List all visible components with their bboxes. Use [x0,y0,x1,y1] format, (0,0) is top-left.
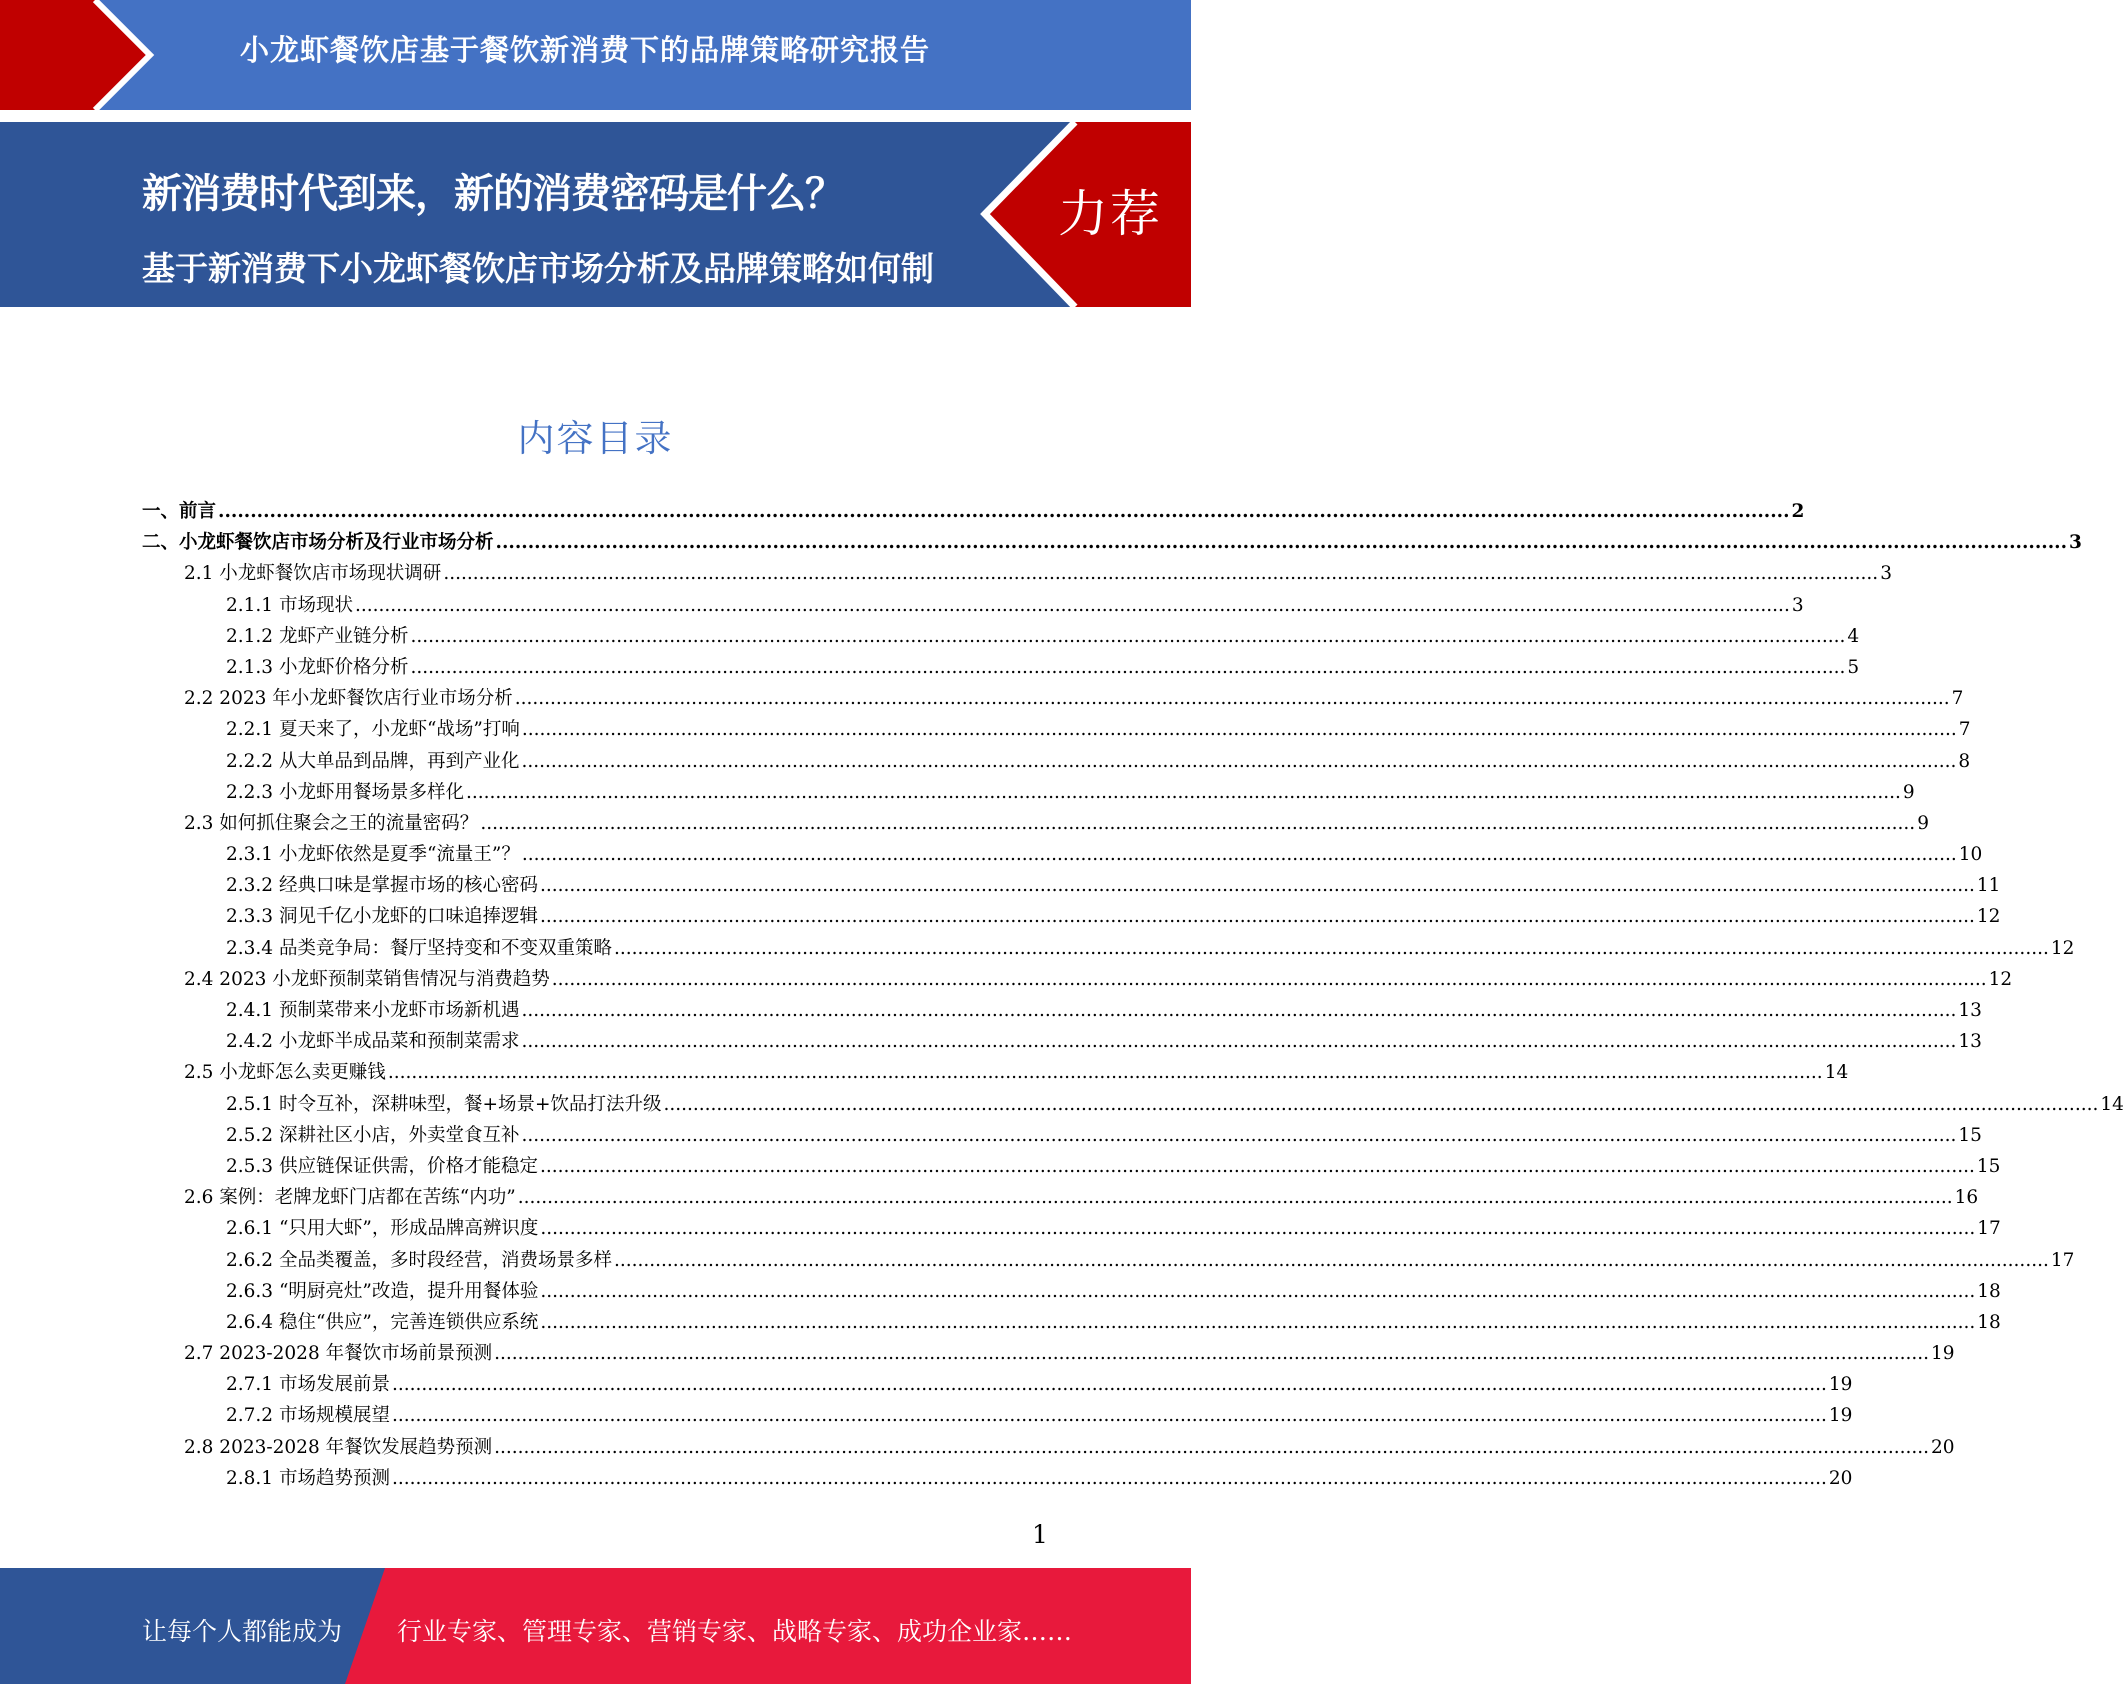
toc-dot-leader [552,969,1987,990]
report-title-bar [0,0,1191,110]
toc-entry[interactable] [142,747,1971,778]
toc-dot-leader [540,1312,1975,1333]
toc-entry[interactable] [142,1090,2124,1121]
toc-dot-leader [614,1250,2049,1271]
toc-entry-label: 2.3.2 经典口味是掌握市场的核心密码 [226,875,538,897]
toc-dot-leader [494,1437,1929,1458]
toc-entry-page: 18 [1977,1280,2001,1302]
toc-dot-leader [540,906,1975,927]
toc-entry-label: 2.6.2 全品类覆盖，多时段经营，消费场景多样 [226,1249,612,1271]
toc-entry[interactable] [142,653,1860,684]
toc-dot-leader [518,1187,1953,1208]
toc-dot-leader [392,1405,1827,1426]
toc-dot-leader [522,844,1957,865]
toc-entry-label: 2.3 如何抓住聚会之王的流量密码？ [184,812,479,834]
toc-dot-leader [521,1125,1956,1146]
page-number: 1 [1032,1520,1048,1549]
toc-entry-page: 13 [1958,1000,1982,1021]
toc-entry-page: 18 [1977,1311,2001,1333]
toc-entry[interactable] [142,1277,2001,1308]
toc-entry-page: 11 [1976,875,2001,897]
toc-entry-page: 12 [2050,937,2075,959]
toc-entry-label: 2.4 2023 小龙虾预制菜销售情况与消费趋势 [184,968,550,990]
hero-subheadline: 基于新消费下小龙虾餐饮店市场分析及品牌策略如何制定？？？ [142,249,934,358]
toc-entry-page: 12 [1976,906,2001,928]
toc-entry[interactable] [142,622,1860,653]
toc-dot-leader [388,1062,1823,1083]
toc-entry[interactable] [142,1433,1955,1464]
toc-entry[interactable] [142,715,1971,746]
toc-entry[interactable] [142,1058,1849,1089]
toc-entry-page: 14 [1824,1062,1849,1084]
toc-entry[interactable] [142,965,2013,996]
toc-entry[interactable] [142,1152,2001,1183]
toc-dot-leader [614,938,2049,959]
toc-entry[interactable] [142,1246,2075,1277]
toc-dot-leader [355,595,1790,616]
toc-entry-page: 3 [1880,563,1892,585]
toc-entry-page: 19 [1930,1343,1955,1365]
toc-dot-leader [521,1031,1956,1052]
toc-entry-page: 19 [1828,1374,1853,1396]
toc-entry-label: 2.4.1 预制菜带来小龙虾市场新机遇 [226,1000,520,1021]
hero-banner [0,122,1191,358]
toc-entry-page: 3 [1791,594,1804,616]
toc-entry[interactable] [142,996,1982,1027]
toc-entry-label: 2.3.1 小龙虾依然是夏季“流量王”？ [226,844,520,866]
toc-entry-label: 二、小龙虾餐饮店市场分析及行业市场分析 [142,532,494,554]
toc-entry-label: 2.1.3 小龙虾价格分析 [226,656,409,678]
toc-entry[interactable] [142,591,1804,622]
toc-entry[interactable] [142,528,2082,559]
toc-entry[interactable] [142,1214,2001,1245]
toc-entry-page: 12 [1988,968,2013,990]
toc-entry-label: 2.6.3 “明厨亮灶”改造，提升用餐体验 [226,1280,539,1302]
toc-entry-label: 2.2.1 夏天来了，小龙虾“战场”打响 [226,719,520,741]
toc-entry[interactable] [142,497,1805,528]
toc-entry[interactable] [142,809,1929,840]
toc-entry-page: 15 [1976,1155,2001,1177]
toc-entry-page: 20 [1930,1436,1955,1458]
toc-entry[interactable] [142,559,1892,590]
toc-entry-label: 2.3.3 洞见千亿小龙虾的口味追捧逻辑 [226,906,538,928]
toc-dot-leader [480,813,1915,834]
toc-entry-label: 2.7.1 市场发展前景 [226,1374,390,1396]
toc-dot-leader [410,657,1845,678]
toc-dot-leader [522,719,1957,740]
toc-entry-page: 9 [1902,781,1915,803]
toc-entry-label: 2.1.2 龙虾产业链分析 [226,625,409,647]
toc-entry-page: 5 [1847,656,1860,678]
toc-entry-label: 2.8 2023-2028 年餐饮发展趋势预测 [184,1436,493,1458]
toc-entry-label: 2.5.3 供应链保证供需，价格才能稳定 [226,1155,538,1177]
toc-entry-label: 2.7 2023-2028 年餐饮市场前景预测 [184,1343,493,1365]
recommend-badge: 力荐 [1058,185,1162,243]
toc-entry-label: 2.5.1 时令互补，深耕味型，餐+场景+饮品打法升级 [226,1093,662,1115]
hero-headline: 新消费时代到来，新的消费密码是什么？ [142,171,844,217]
toc-entry-page: 9 [1917,812,1929,834]
toc-entry-label: 2.4.2 小龙虾半成品菜和预制菜需求 [226,1031,520,1053]
toc-entry-page: 3 [2069,532,2082,554]
toc-dot-leader [494,1343,1929,1364]
footer-slogan-left: 让每个人都能成为 [142,1617,343,1646]
toc-entry-page: 10 [1958,844,1983,866]
toc-dot-leader [663,1094,2098,1115]
toc-entry[interactable] [142,684,1964,715]
toc-dot-leader [515,688,1950,709]
toc-entry[interactable] [142,1464,1853,1495]
toc-entry[interactable] [142,1027,1982,1058]
toc-entry-label: 2.8.1 市场趋势预测 [226,1467,390,1489]
toc-entry[interactable] [142,1401,1853,1432]
toc-entry-label: 2.2.2 从大单品到品牌，再到产业化 [226,750,520,772]
toc-dot-leader [466,782,1901,803]
toc-entry-page: 17 [2050,1249,2075,1271]
toc-entry-page: 13 [1958,1031,1982,1053]
toc-entry[interactable] [142,1370,1853,1401]
toc-entry-label: 一、前言 [142,501,217,522]
footer-banner [0,1568,1191,1684]
toc-entry-page: 19 [1828,1405,1853,1427]
toc-entry[interactable] [142,1339,1955,1370]
toc-dot-leader [540,1218,1975,1239]
toc-dot-leader [392,1468,1827,1489]
toc-dot-leader [496,532,2068,553]
toc-dot-leader [218,501,1790,522]
toc-dot-leader [540,1156,1975,1177]
toc-entry-page: 4 [1847,625,1860,647]
table-of-contents [142,497,2124,1495]
toc-entry-label: 2.6.4 稳住“供应”，完善连锁供应系统 [226,1311,539,1333]
toc-dot-leader [443,563,1878,584]
toc-entry[interactable] [142,1183,1979,1214]
toc-entry-label: 2.6.1 “只用大虾”，形成品牌高辨识度 [226,1218,539,1240]
toc-entry-label: 2.7.2 市场规模展望 [226,1405,390,1427]
toc-entry-page: 8 [1958,750,1971,772]
toc-entry-label: 2.1 小龙虾餐饮店市场现状调研 [184,563,442,585]
toc-entry[interactable] [142,778,1915,809]
toc-entry[interactable] [142,840,1983,871]
toc-dot-leader [540,875,1975,896]
toc-entry-label: 2.5.2 深耕社区小店，外卖堂食互补 [226,1124,520,1146]
toc-entry-label: 2.6 案例：老牌龙虾门店都在苦练“内功” [184,1187,516,1209]
toc-dot-leader [392,1374,1827,1395]
toc-entry-page: 17 [1977,1218,2001,1240]
toc-dot-leader [410,626,1845,647]
toc-entry[interactable] [142,902,2001,933]
toc-entry[interactable] [142,1308,2001,1339]
footer-slogan-right: 行业专家、管理专家、营销专家、战略专家、成功企业家…… [397,1617,1073,1646]
toc-entry-page: 2 [1791,501,1805,522]
toc-entry[interactable] [142,1121,1982,1152]
toc-entry-label: 2.2.3 小龙虾用餐场景多样化 [226,781,464,803]
toc-entry-page: 20 [1828,1467,1853,1489]
toc-entry[interactable] [142,934,2075,965]
toc-title: 内容目录 [517,417,674,460]
toc-entry[interactable] [142,871,2001,902]
toc-entry-label: 2.5 小龙虾怎么卖更赚钱 [184,1062,386,1084]
toc-entry-label: 2.3.4 品类竞争局：餐厅坚持变和不变双重策略 [226,937,612,959]
toc-dot-leader [540,1281,1975,1302]
toc-entry-page: 15 [1958,1124,1982,1146]
report-title: 小龙虾餐饮店基于餐饮新消费下的品牌策略研究报告 [240,33,931,67]
toc-entry-page: 16 [1954,1187,1979,1209]
toc-entry-label: 2.1.1 市场现状 [226,594,353,616]
toc-entry-page: 7 [1951,688,1964,710]
toc-entry-label: 2.2 2023 年小龙虾餐饮店行业市场分析 [184,688,513,710]
toc-entry-page: 7 [1958,719,1971,741]
toc-entry-page: 14 [2100,1093,2124,1115]
toc-dot-leader [521,751,1956,772]
toc-dot-leader [521,1000,1956,1021]
